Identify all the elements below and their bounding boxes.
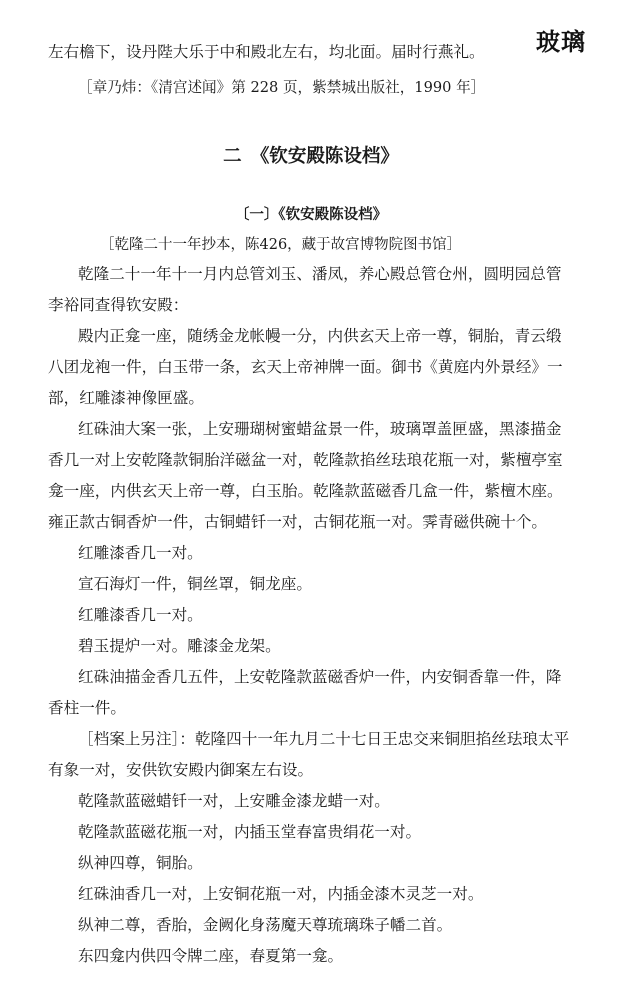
body-line: 红硃油大案一张，上安珊瑚树蜜蜡盆景一件，玻璃罩盖匣盛，黑漆描金: [78, 420, 562, 438]
body-line: 香几一对上安乾隆款铜胎洋磁盆一对，乾隆款掐丝珐琅花瓶一对，紫檀亭室: [48, 451, 563, 469]
subsection-title: 〔一〕《钦安殿陈设档》: [234, 207, 388, 223]
body-line: ［档案上另注］：乾隆四十一年九月二十七日王忠交来铜胆掐丝珐琅太平: [78, 730, 570, 748]
body-line: 乾隆二十一年十一月内总管刘玉、潘凤，养心殿总管仓州，圆明园总管: [78, 265, 562, 283]
body-line: 红硃油描金香几五件，上安乾隆款蓝磁香炉一件，内安铜香靠一件，降: [78, 668, 562, 686]
body-line: 红雕漆香几一对。: [78, 544, 203, 562]
source-note: ［乾隆二十一年抄本，陈426，藏于故宫博物院图书馆］: [100, 237, 462, 253]
body-line: 八团龙袍一件，白玉带一条，玄天上帝神牌一面。御书《黄庭内外景经》一: [48, 358, 563, 376]
body-line: 龛一座，内供玄天上帝一尊，白玉胎。乾隆款蓝磁香几盒一件，紫檀木座。: [48, 482, 563, 500]
body-line: 部，红雕漆神像匣盛。: [48, 389, 204, 407]
section-title: 二 《钦安殿陈设档》: [223, 146, 399, 167]
corner-stamp: 玻璃: [536, 28, 586, 56]
body-line: 雍正款古铜香炉一件，古铜蜡钎一对，古铜花瓶一对。霁青磁供碗十个。: [48, 513, 548, 531]
intro-line: 左右檐下，设丹陛大乐于中和殿北左右，均北面。届时行燕礼。: [48, 43, 485, 61]
body-line: 宣石海灯一件，铜丝罩，铜龙座。: [78, 575, 312, 593]
body-line: 李裕同查得钦安殿：: [48, 296, 189, 314]
body-line: 乾隆款蓝磁蜡钎一对，上安雕金漆龙蜡一对。: [78, 792, 390, 810]
body-line: 红硃油香几一对，上安铜花瓶一对，内插金漆木灵芝一对。: [78, 885, 484, 903]
body-line: 乾隆款蓝磁花瓶一对，内插玉堂春富贵绢花一对。: [78, 823, 422, 841]
body-line: 纵神二尊，香胎，金阙化身荡魔天尊琉璃珠子幡二首。: [78, 916, 453, 934]
body-line: 香柱一件。: [48, 699, 126, 717]
body-line: 东四龛内供四令牌二座，春夏第一龛。: [78, 947, 344, 965]
body-line: 碧玉提炉一对。雕漆金龙架。: [78, 637, 281, 655]
body-line: 殿内正龛一座，随绣金龙帐幔一分，内供玄天上帝一尊，铜胎，青云缎: [78, 327, 562, 345]
body-line: 红雕漆香几一对。: [78, 606, 203, 624]
body-line: 有象一对，安供钦安殿内御案左右设。: [48, 761, 314, 779]
body-line: 纵神四尊，铜胎。: [78, 854, 203, 872]
citation-line: ［章乃炜：《清宫述闻》第 228 页，紫禁城出版社，1990 年］: [78, 79, 486, 96]
